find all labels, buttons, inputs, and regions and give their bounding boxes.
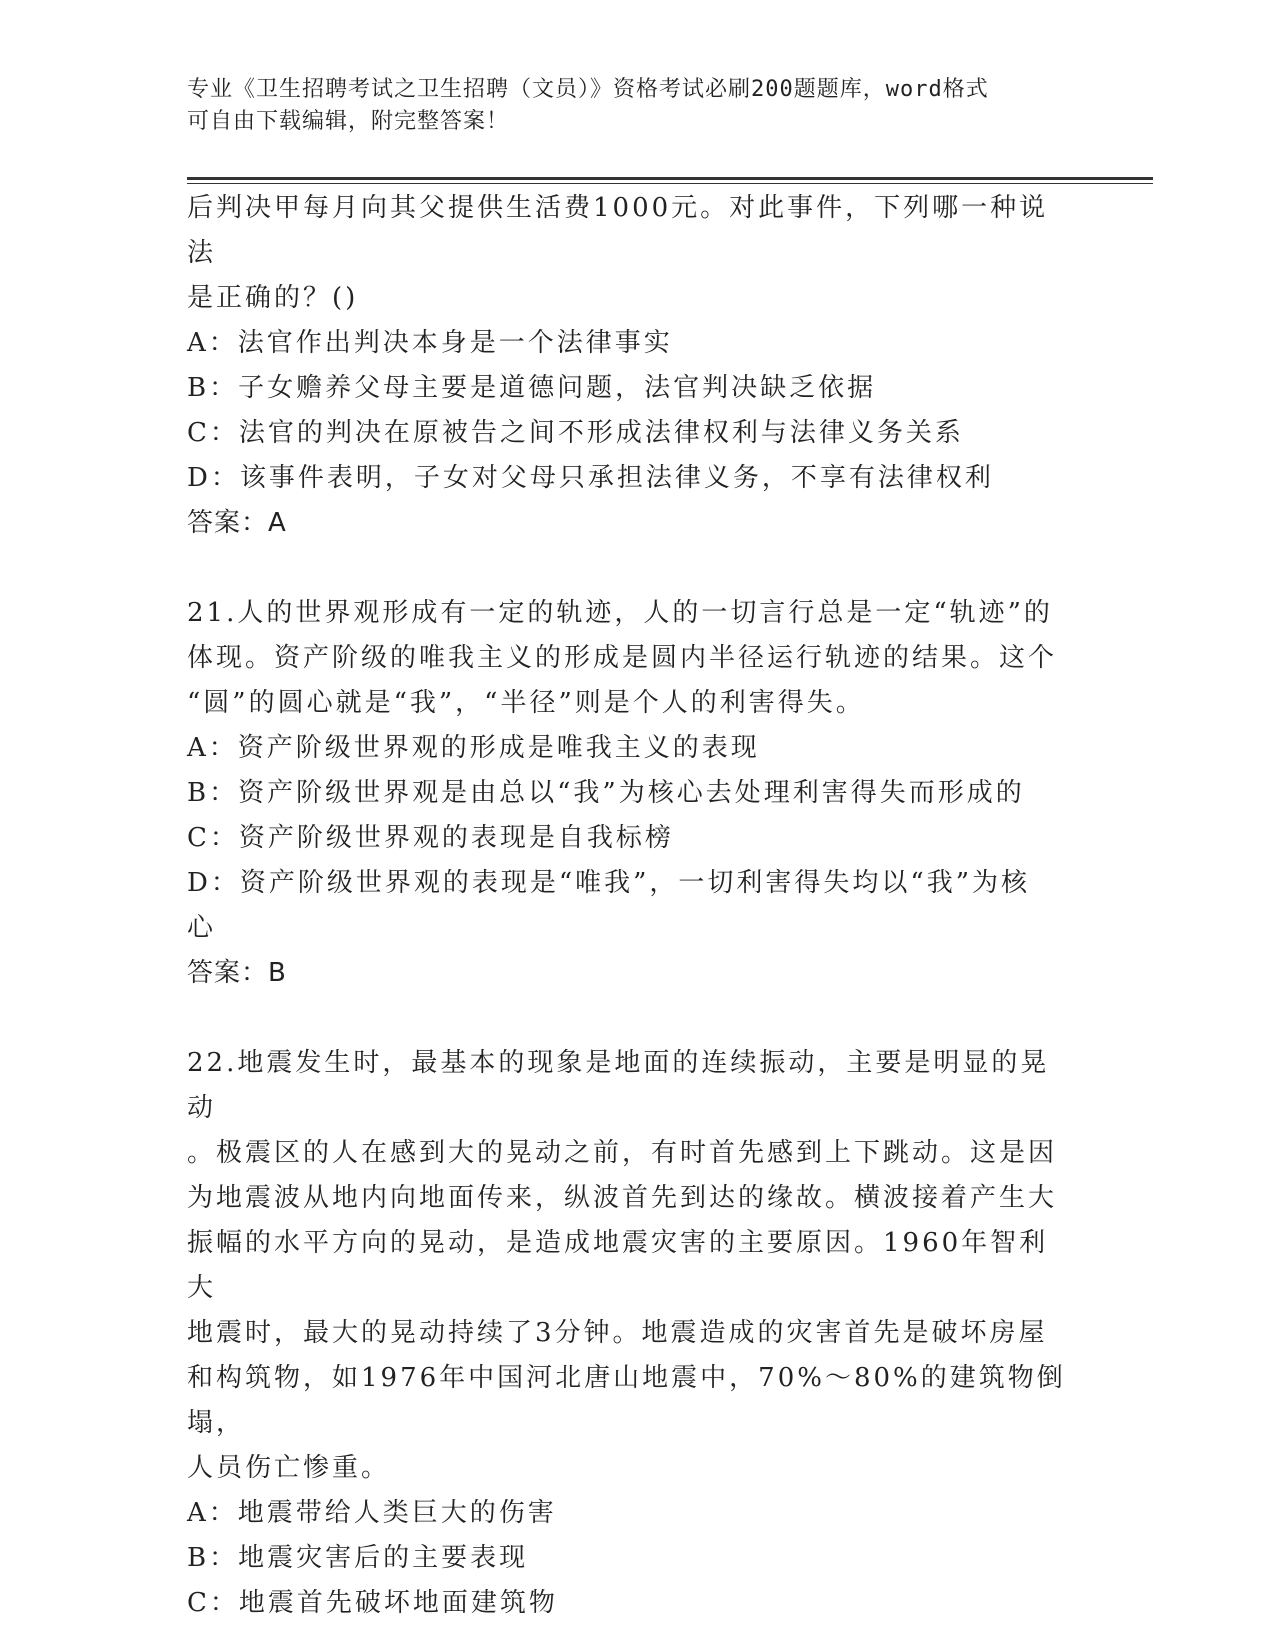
- option-a: A：资产阶级世界观的形成是唯我主义的表现: [187, 733, 760, 763]
- header-line-1: 专业《卫生招聘考试之卫生招聘（文员）》资格考试必刷200题题库，word格式: [187, 77, 989, 102]
- answer-line: 答案：B: [187, 958, 287, 988]
- page-header: [187, 74, 1067, 138]
- header-divider-thick: [187, 177, 1153, 180]
- option-d-continued: 心: [187, 913, 217, 943]
- spacer: [187, 546, 1077, 591]
- option-c: C：地震首先破坏地面建筑物: [187, 1588, 558, 1618]
- question-stem-line: 后判决甲每月向其父提供生活费1000元。对此事件，下列哪一种说法: [187, 193, 1049, 268]
- question-stem-line: 21.人的世界观形成有一定的轨迹，人的一切言行总是一定“轨迹”的: [187, 598, 1053, 628]
- question-stem-line: 振幅的水平方向的晃动，是造成地震灾害的主要原因。1960年智利大: [187, 1228, 1049, 1303]
- option-b: B：资产阶级世界观是由总以“我”为核心去处理利害得失而形成的: [187, 778, 1025, 808]
- question-stem-line: 是正确的？(): [187, 283, 359, 313]
- option-a: A：法官作出判决本身是一个法律事实: [187, 328, 673, 358]
- question-stem-line: 人员伤亡惨重。: [187, 1453, 391, 1483]
- question-21: [187, 591, 1077, 996]
- question-stem-line: 22.地震发生时，最基本的现象是地面的连续振动，主要是明显的晃动: [187, 1048, 1050, 1123]
- question-stem-line: 体现。资产阶级的唯我主义的形成是圆内半径运行轨迹的结果。这个: [187, 643, 1058, 673]
- header-line-2: 可自由下载编辑，附完整答案！: [187, 109, 510, 134]
- question-content: [187, 186, 1077, 1626]
- question-stem-line: 。极震区的人在感到大的晃动之前，有时首先感到上下跳动。这是因: [187, 1138, 1058, 1168]
- header-divider-thin: [187, 183, 1153, 184]
- option-c: C：资产阶级世界观的表现是自我标榜: [187, 823, 674, 853]
- question-stem-line: “圆”的圆心就是“我”，“半径”则是个人的利害得失。: [187, 688, 865, 718]
- option-d: D：资产阶级世界观的表现是“唯我”，一切利害得失均以“我”为核: [187, 868, 1031, 898]
- option-c: C：法官的判决在原被告之间不形成法律权利与法律义务关系: [187, 418, 964, 448]
- question-stem-line: 地震时，最大的晃动持续了3分钟。地震造成的灾害首先是破坏房屋: [187, 1318, 1048, 1348]
- question-stem-line: 和构筑物，如1976年中国河北唐山地震中，70%～80%的建筑物倒塌，: [187, 1363, 1066, 1438]
- question-20: [187, 186, 1077, 546]
- spacer: [187, 996, 1077, 1041]
- option-b: B：地震灾害后的主要表现: [187, 1543, 529, 1573]
- answer-line: 答案：A: [187, 508, 287, 538]
- question-22: [187, 1041, 1077, 1626]
- option-a: A：地震带给人类巨大的伤害: [187, 1498, 557, 1528]
- option-b: B：子女赡养父母主要是道德问题，法官判决缺乏依据: [187, 373, 877, 403]
- option-d: D：该事件表明，子女对父母只承担法律义务，不享有法律权利: [187, 463, 994, 493]
- question-stem-line: 为地震波从地内向地面传来，纵波首先到达的缘故。横波接着产生大: [187, 1183, 1058, 1213]
